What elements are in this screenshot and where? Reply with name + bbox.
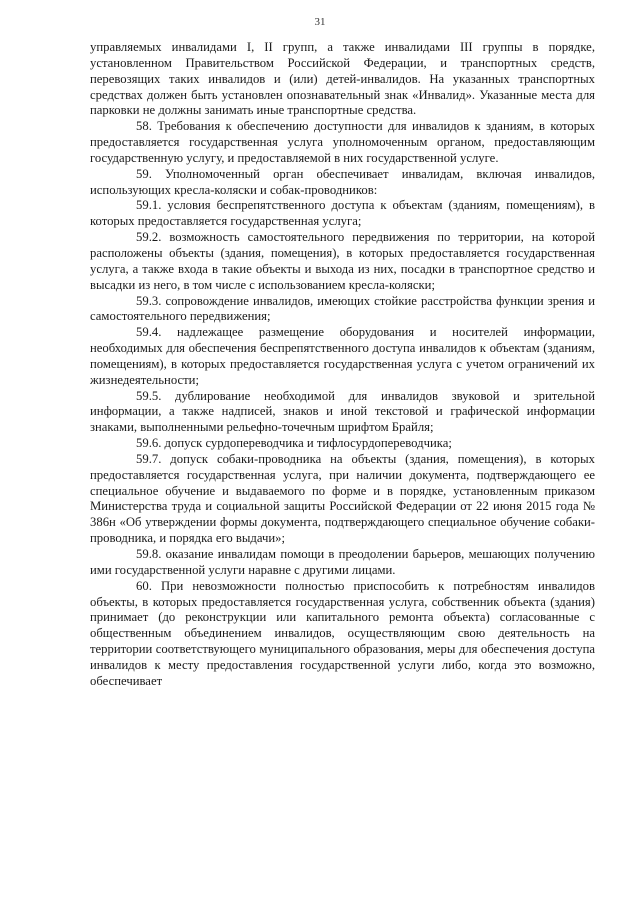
paragraph: 59.1. условия беспрепятственного доступа к объектам (зданиям, помещениям), в которых предоставляется государственная услуга;: [90, 198, 595, 229]
paragraph: 58. Требования к обеспечению доступности для инвалидов к зданиям, в которых предоставляется государственная услуга уполномоченным органом, предоставляющим государственную услугу, и предоставляемой в них государственной услуге.: [90, 119, 595, 165]
paragraph: управляемых инвалидами I, II групп, а также инвалидами III группы в порядке, установленном Правительством Российской Федерации, и транспортных средств, перевозящих таких инвалидов и (или) детей-инвалидов. На указанных транспортных средствах должен быть установлен опознавательный знак «Инвалид». Указанные места для парковки не должны занимать иные транспортные средства.: [90, 40, 595, 118]
page-number: 31: [314, 16, 326, 28]
paragraph: 59.2. возможность самостоятельного передвижения по территории, на которой расположены объекты (здания, помещения), в которых предоставляется государственная услуга, а также входа в такие объекты и выхода из них, посадки в транспортное средство и высадки из него, в том числе с использованием кресла-коляски;: [90, 230, 595, 292]
paragraph: 60. При невозможности полностью приспособить к потребностям инвалидов объекты, в которых предоставляется государственная услуга, собственник объекта (здания) принимает (до реконструкции или капитального ремонта объекта) согласованные с общественным объединением инвалидов, осуществляющим свою деятельность на территории соответствующего муниципального образования, меры для обеспечения доступа инвалидов к месту предоставления государственной услуги либо, когда это возможно, обеспечивает: [90, 578, 595, 688]
paragraph: 59.7. допуск собаки-проводника на объекты (здания, помещения), в которых предоставляется государственная услуга, при наличии документа, подтверждающего ее специальное обучение и выдаваемого по форме и в порядке, установленным приказом Министерства труда и социальной защиты Российской Федерации от 22 июня 2015 года № 386н «Об утверждении формы документа, подтверждающего специальное обучение собаки-проводника, и порядка его выдачи»;: [90, 451, 595, 546]
paragraph: 59.5. дублирование необходимой для инвалидов звуковой и зрительной информации, а также надписей, знаков и иной текстовой и графической информации знаками, выполненными рельефно-точечным шрифтом Брайля;: [90, 388, 595, 435]
paragraph: 59.4. надлежащее размещение оборудования и носителей информации, необходимых для обеспечения беспрепятственного доступа инвалидов к объектам (зданиям, помещениям), в которых предоставляется государственная услуга с учетом ограничений их жизнедеятельности;: [90, 325, 595, 387]
paragraph: 59.8. оказание инвалидам помощи в преодолении барьеров, мешающих получению ими государственной услуги наравне с другими лицами.: [90, 547, 595, 577]
paragraph: 59. Уполномоченный орган обеспечивает инвалидам, включая инвалидов, использующих кресла-коляски и собак-проводников:: [90, 166, 595, 197]
paragraph: 59.6. допуск сурдопереводчика и тифлосурдопереводчика;: [136, 436, 452, 451]
document-body: [90, 40, 595, 690]
paragraph: 59.3. сопровождение инвалидов, имеющих стойкие расстройства функции зрения и самостоятельного передвижения;: [90, 293, 595, 324]
